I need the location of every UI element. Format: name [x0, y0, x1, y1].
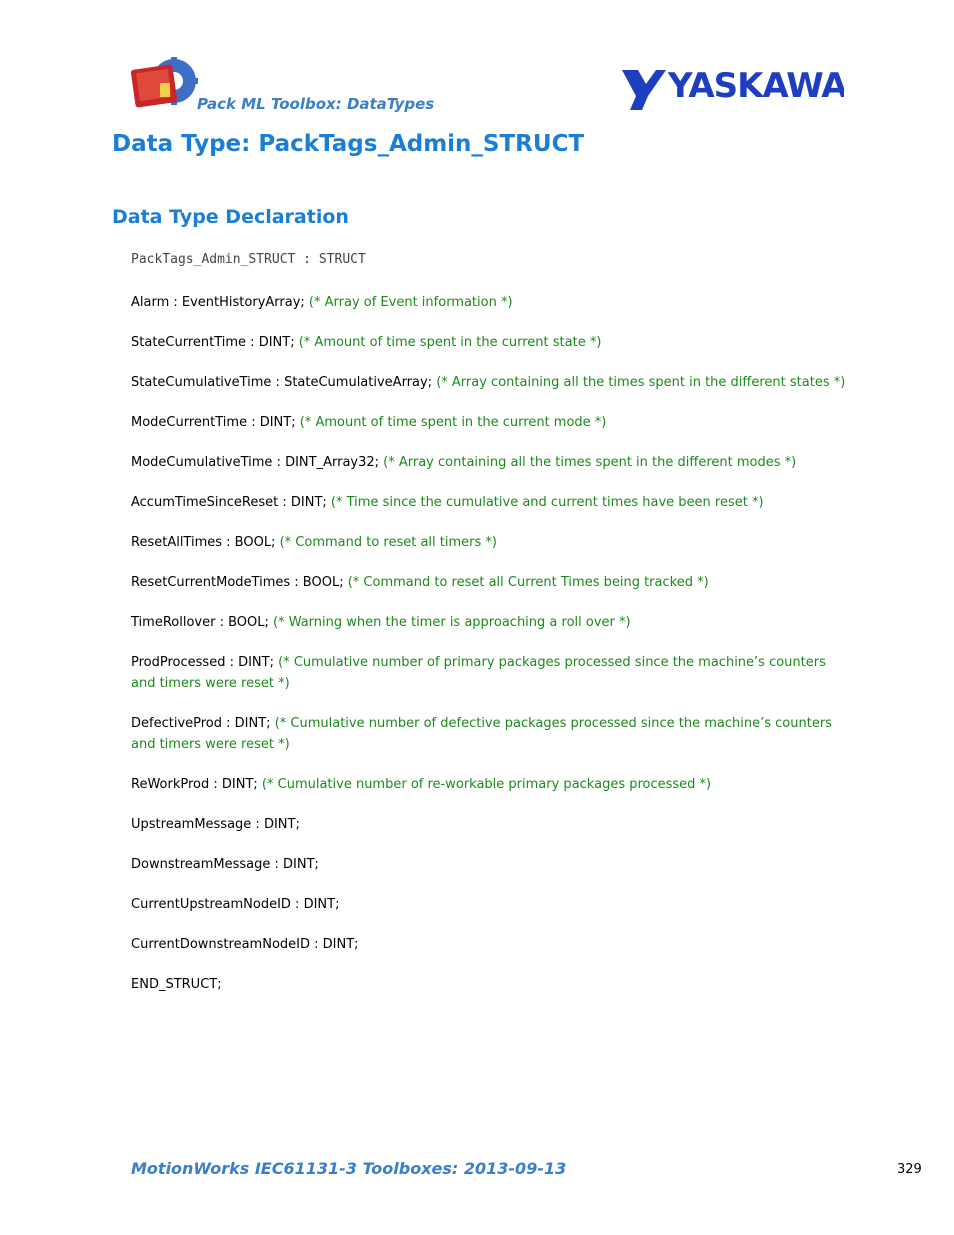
declaration-code: DownstreamMessage : DINT;: [131, 857, 319, 872]
declaration-line: [131, 372, 846, 393]
declaration-code: CurrentUpstreamNodeID : DINT;: [131, 897, 340, 912]
declaration-code: Alarm : EventHistoryArray;: [131, 295, 309, 310]
declaration-line: [131, 292, 846, 313]
declaration-comment: (* Amount of time spent in the current mode *): [299, 415, 607, 430]
declaration-line: [131, 452, 846, 473]
declaration-code: DefectiveProd : DINT;: [131, 716, 275, 731]
declaration-code: END_STRUCT;: [131, 977, 222, 992]
declaration-comment: (* Command to reset all timers *): [279, 535, 497, 550]
declaration-line: [131, 612, 846, 633]
declaration-line: [131, 532, 846, 553]
declaration-comment: (* Cumulative number of defective packages processed since the machine’s counters and timers were reset *): [131, 716, 832, 752]
declaration-list: [131, 292, 846, 1014]
struct-declaration-header: PackTags_Admin_STRUCT : STRUCT: [131, 252, 366, 267]
declaration-comment: (* Time since the cumulative and current times have been reset *): [330, 495, 764, 510]
declaration-comment: (* Command to reset all Current Times being tracked *): [347, 575, 709, 590]
declaration-comment: (* Cumulative number of re-workable primary packages processed *): [261, 777, 712, 792]
declaration-line: [131, 332, 846, 353]
declaration-line: [131, 934, 846, 955]
declaration-comment: (* Array containing all the times spent in the different states *): [436, 375, 846, 390]
declaration-line: [131, 894, 846, 915]
declaration-line: [131, 572, 846, 593]
section-title: Data Type Declaration: [112, 206, 349, 228]
declaration-code: ReWorkProd : DINT;: [131, 777, 262, 792]
declaration-line: [131, 854, 846, 875]
declaration-line: [131, 412, 846, 433]
declaration-code: ResetAllTimes : BOOL;: [131, 535, 280, 550]
declaration-line: [131, 814, 846, 835]
declaration-line: [131, 974, 846, 995]
declaration-code: CurrentDownstreamNodeID : DINT;: [131, 937, 359, 952]
footer-title: MotionWorks IEC61131-3 Toolboxes: 2013-09-13: [131, 1159, 567, 1178]
declaration-code: ModeCurrentTime : DINT;: [131, 415, 300, 430]
declaration-code: StateCumulativeTime : StateCumulativeArray;: [131, 375, 437, 390]
page-number: 329: [897, 1162, 922, 1177]
declaration-line: [131, 652, 846, 694]
header-title: Pack ML Toolbox: DataTypes: [197, 95, 435, 113]
declaration-comment: (* Array containing all the times spent in the different modes *): [383, 455, 797, 470]
yaskawa-logo: [622, 66, 844, 112]
declaration-comment: (* Amount of time spent in the current state *): [298, 335, 602, 350]
declaration-comment: (* Warning when the timer is approaching a roll over *): [272, 615, 631, 630]
svg-text:YASKAWA: YASKAWA: [668, 66, 844, 106]
page-title: Data Type: PackTags_Admin_STRUCT: [112, 131, 585, 157]
declaration-line: [131, 492, 846, 513]
declaration-code: StateCurrentTime : DINT;: [131, 335, 299, 350]
declaration-code: UpstreamMessage : DINT;: [131, 817, 300, 832]
declaration-comment: (* Array of Event information *): [308, 295, 513, 310]
declaration-line: [131, 774, 846, 795]
declaration-comment: (* Cumulative number of primary packages processed since the machine’s counters and timers were reset *): [131, 655, 826, 691]
declaration-code: ResetCurrentModeTimes : BOOL;: [131, 575, 348, 590]
declaration-code: ProdProcessed : DINT;: [131, 655, 279, 670]
declaration-code: AccumTimeSinceReset : DINT;: [131, 495, 331, 510]
declaration-code: ModeCumulativeTime : DINT_Array32;: [131, 455, 384, 470]
declaration-line: [131, 713, 846, 755]
toolbox-logo-icon: [130, 57, 200, 111]
declaration-code: TimeRollover : BOOL;: [131, 615, 273, 630]
